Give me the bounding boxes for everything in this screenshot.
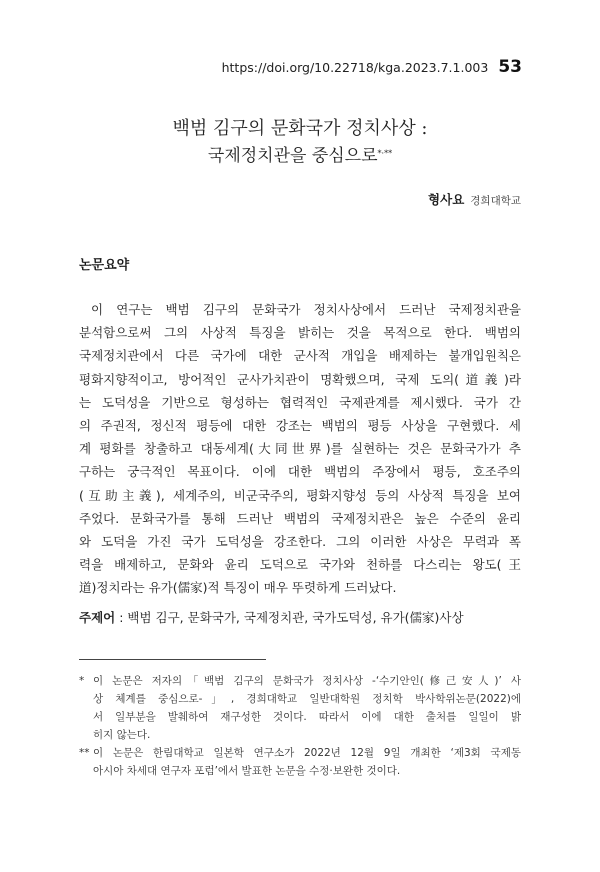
footnote-mark: ** <box>79 747 90 759</box>
footnote-1 <box>79 672 521 744</box>
running-header <box>222 57 522 77</box>
abstract-line: 道)정치라는 유가(儒家)적 특징이 매우 뚜렷하게 드러났다. <box>79 580 397 596</box>
abstract-line: 와 도덕을 가진 국가 도덕성을 강조한다. 그의 이러한 사상은 무력과 폭 <box>79 534 521 550</box>
author-affiliation: 경희대학교 <box>470 195 521 207</box>
abstract-line: 는 도덕성을 기반으로 형성하는 협력적인 국제관계를 제시했다. 국가 간 <box>79 394 521 410</box>
abstract-line: 평화지향적이고, 방어적인 군사가치관이 명확했으며, 국제 도의(道義)라 <box>79 371 521 387</box>
abstract-line: (互助主義), 세계주의, 비군국주의, 평화지향성 등의 사상적 특징을 보여 <box>79 487 521 503</box>
paper-title: 백범 김구의 문화국가 정치사상 : <box>172 118 428 139</box>
footnote-line: 이 논문은 한림대학교 일본학 연구소가 2022년 12월 9일 개최한 ‘제3회 국제동 <box>93 747 521 759</box>
abstract-line: 구하는 궁극적인 목표이다. 이에 대한 백범의 주장에서 평등, 호조주의 <box>79 464 521 480</box>
keywords-text: 백범 김구, 문화국가, 국제정치관, 국가도덕성, 유가(儒家)사상 <box>127 610 464 625</box>
abstract-line: 력을 배제하고, 문화와 윤리 도덕으로 국가와 천하를 다스리는 왕도(王 <box>79 557 521 573</box>
page-number: 53 <box>498 57 522 77</box>
abstract-heading: 논문요약 <box>79 258 130 273</box>
paper-subtitle <box>0 141 600 166</box>
footnote-line: 상 체계를 중심으로-」, 경희대학교 일반대학원 정치학 박사학위논문(2022)에 <box>93 693 521 705</box>
footnote-2 <box>79 744 521 780</box>
abstract-line: 국제정치관에서 다른 국가에 대한 군사적 개입을 배제하는 불개입원칙은 <box>79 348 521 364</box>
author-block <box>428 190 521 208</box>
abstract-line: 분석함으로써 그의 사상적 특징을 밝히는 것을 목적으로 한다. 백범의 <box>79 325 521 341</box>
doi-link[interactable]: https://doi.org/10.22718/kga.2023.7.1.003 <box>221 60 489 75</box>
footnote-mark: * <box>79 675 85 687</box>
abstract-line: 주었다. 문화국가를 통해 드러난 백범의 국제정치관은 높은 수준의 윤리 <box>79 510 521 526</box>
footnotes <box>79 672 521 780</box>
keywords-label: 주제어 <box>79 610 116 625</box>
footnote-divider <box>79 659 266 660</box>
keywords-separator: : <box>115 610 128 625</box>
footnote-line: 히지 않는다. <box>93 729 151 741</box>
footnote-marks: *·** <box>377 149 393 158</box>
author-name: 형사요 <box>428 192 465 207</box>
subtitle-text: 국제정치관을 중심으로 <box>207 146 378 166</box>
abstract-line: 의 주권적, 정신적 평등에 대한 강조는 백범의 평등 사상을 구현했다. 세 <box>79 418 521 434</box>
keywords <box>79 608 464 626</box>
footnote-line: 서 일부분을 발췌하여 재구성한 것이다. 따라서 이에 대한 출처를 일일이 밝 <box>93 711 521 723</box>
abstract-body <box>79 298 521 600</box>
footnote-line: 이 논문은 저자의「백범 김구의 문화국가 정치사상 -‘수기안인(修己安人)’ 사 <box>93 675 521 687</box>
abstract-line: 계 평화를 창출하고 대동세계(大同世界)를 실현하는 것은 문화국가가 추 <box>79 441 521 457</box>
footnote-line: 아시아 차세대 연구자 포럼’에서 발표한 논문을 수정·보완한 것이다. <box>93 765 401 777</box>
abstract-line: 이 연구는 백범 김구의 문화국가 정치사상에서 드러난 국제정치관을 <box>91 302 521 317</box>
